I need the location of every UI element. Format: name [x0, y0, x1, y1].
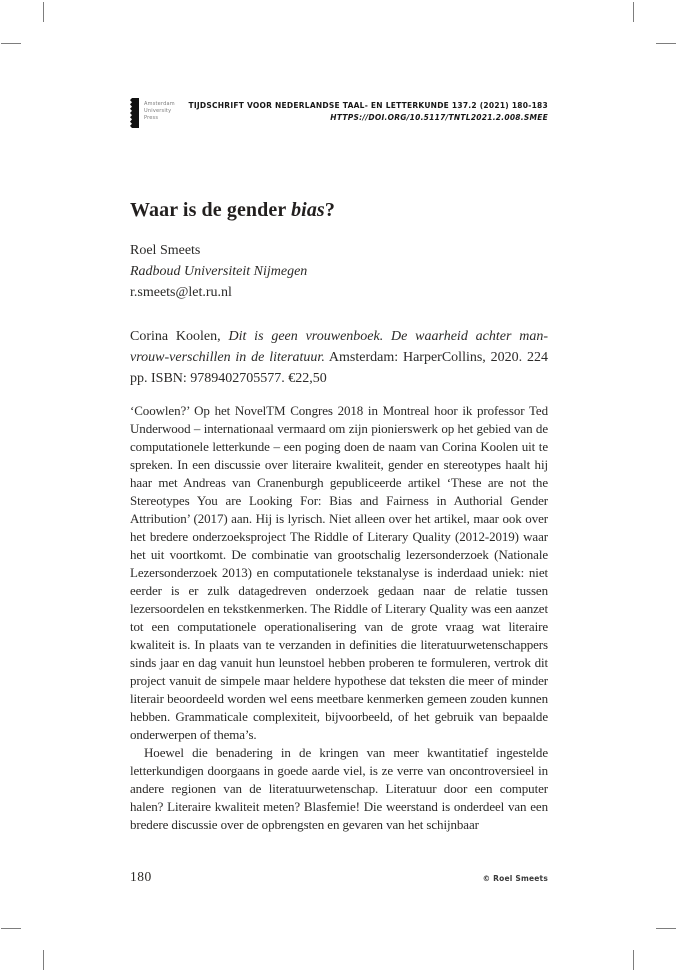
- publisher-name-line2: University: [144, 108, 172, 114]
- crop-mark-bottom-right-vertical: [633, 950, 634, 970]
- article-title: [130, 199, 548, 222]
- crop-mark-bottom-left-vertical: [43, 950, 44, 970]
- crop-mark-top-left-horizontal: [1, 43, 21, 44]
- crop-mark-bottom-left-horizontal: [1, 928, 21, 929]
- crop-mark-bottom-right-horizontal: [656, 928, 676, 929]
- crop-mark-top-right-vertical: [633, 2, 634, 22]
- author-name: Roel Smeets: [130, 243, 201, 258]
- publisher-name: [144, 98, 175, 128]
- journal-header: [188, 100, 548, 124]
- article-title-prefix: Waar is de gender: [130, 199, 292, 221]
- body-paragraph-1: ‘Coowlen?’ Op het NovelTM Congres 2018 in Montreal hoor ik professor Ted Underwood – internationaal vermaard om zijn pionierswerk op het gebied van de computationele letterkunde – een poging doen de naam van Corina Koolen uit te spreken. In een discussie over literaire kwaliteit, gender en stereotypes haalt hij haar met Andreas van Cranenburgh gepubliceerde artikel ‘These are not the Stereotypes You are Looking For: Bias and Fairness in Authorial Gender Attribution’ (2017) aan. Hij is lyrisch. Niet alleen over het artikel, maar ook over het bredere onderzoeksproject The Riddle of Literary Quality (2012-2019) waar het uit voortkomt. De combinatie van grootschalig lezersonderzoek (Nationale Lezersonderzoek 2013) en computationele tekstanalyse is inderdaad uniek: niet eerder is er zulk datagedreven onderzoek gedaan naar de relatie tussen lezersoordelen en tekstkenmerken. The Riddle of Literary Quality was een aanzet tot een computationele operationalisering van de grote vraag wat literaire kwaliteit is. In plaats van te verzanden in definities die literatuurwetenschappers sinds jaar en dag vanuit hun leunstoel hebben proberen te formuleren, vertrok dit project vanuit de simpele maar heldere hypothese dat teksten die meer of minder literair beoordeeld worden wel eens meetbare kenmerken gemeen zouden kunnen hebben. Grammaticale complexiteit, bijvoorbeeld, of het gebruik van bepaalde onderwerpen of thema’s.: [130, 403, 548, 742]
- crop-mark-top-left-vertical: [43, 2, 44, 22]
- publisher-logo-icon: [130, 98, 139, 128]
- author-block: [130, 240, 548, 303]
- publisher-name-line3: Press: [144, 115, 159, 121]
- article-title-suffix: ?: [324, 199, 335, 221]
- crop-mark-top-right-horizontal: [656, 43, 676, 44]
- publisher-name-line1: Amsterdam: [144, 101, 175, 107]
- page-number: 180: [130, 869, 152, 884]
- copyright-notice: © Roel Smeets: [482, 874, 548, 883]
- author-affiliation: Radboud Universiteit Nijmegen: [130, 264, 308, 279]
- book-reference: [130, 326, 548, 389]
- body-paragraph-2: Hoewel die benadering in de kringen van meer kwantitatief ingestelde letterkundigen doorgaans in goede aarde viel, is ze verre van oncontroversieel in andere regionen van de literatuurwetenschap. Literatuur door een computer halen? Literaire kwaliteit meten? Blasfemie! Die weerstand is onderdeel van een bredere discussie over de opbrengsten en gevaren van het schijnbaar: [130, 745, 548, 832]
- article-body: [130, 402, 548, 868]
- page-footer: [130, 869, 548, 885]
- author-email: r.smeets@let.ru.nl: [130, 285, 232, 300]
- publisher-logo: [130, 98, 175, 128]
- book-reference-details: Amsterdam: HarperCollins, 2020. 224 pp. ISBN: 9789402705577. €22,50: [130, 350, 548, 386]
- book-reference-title: Dit is geen vrouwenboek. De waarheid achter man-vrouw-verschillen in de literatuur.: [130, 329, 548, 365]
- book-reference-author: Corina Koolen,: [130, 329, 229, 344]
- journal-citation-line: TIJDSCHRIFT VOOR NEDERLANDSE TAAL- EN LETTERKUNDE 137.2 (2021) 180-183: [188, 101, 548, 110]
- doi-line: HTTPS://DOI.ORG/10.5117/TNTL2021.2.008.SMEE: [330, 113, 548, 122]
- article-title-italic-word: bias: [291, 199, 325, 221]
